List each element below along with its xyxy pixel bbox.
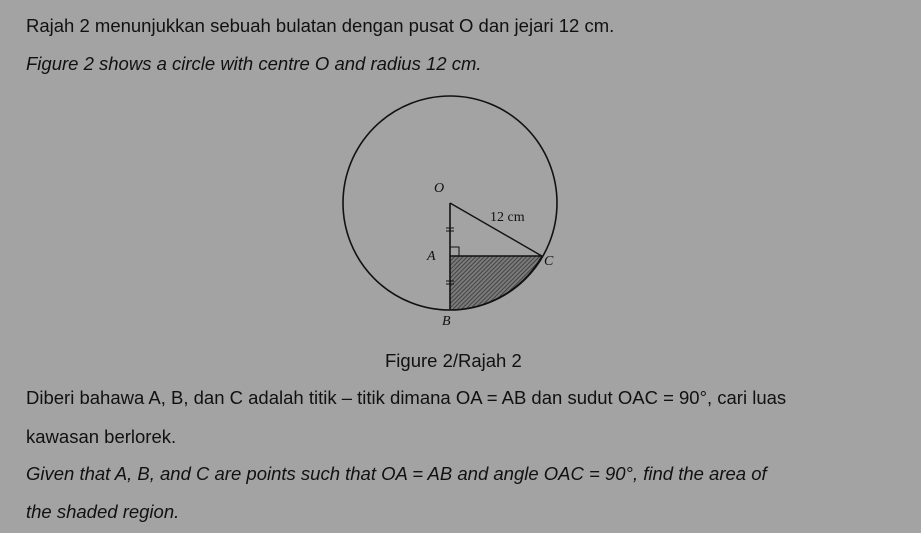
shaded-region <box>450 256 542 310</box>
question-text-malay: Diberi bahawa A, B, dan C adalah titik – titik dimana OA = AB dan sudut OAC = 90°, cari luas <box>26 387 787 408</box>
intro-text-malay: Rajah 2 menunjukkan sebuah bulatan dengan pusat O dan jejari 12 cm. <box>26 15 615 36</box>
question-text-malay-cont: kawasan berlorek. <box>26 426 177 447</box>
right-angle-marker <box>450 247 459 256</box>
label-c: C <box>544 254 554 269</box>
question-text-english-cont: the shaded region. <box>26 501 180 522</box>
label-b: B <box>442 314 451 329</box>
label-o: O <box>434 181 445 196</box>
intro-text-english: Figure 2 shows a circle with centre O and radius 12 cm. <box>26 53 482 74</box>
label-radius: 12 cm <box>490 210 525 225</box>
figure-caption: Figure 2/Rajah 2 <box>385 350 522 371</box>
label-a: A <box>427 249 436 264</box>
question-text-english: Given that A, B, and C are points such that OA = AB and angle OAC = 90°, find the area of <box>26 463 767 484</box>
circle-figure <box>330 88 570 343</box>
